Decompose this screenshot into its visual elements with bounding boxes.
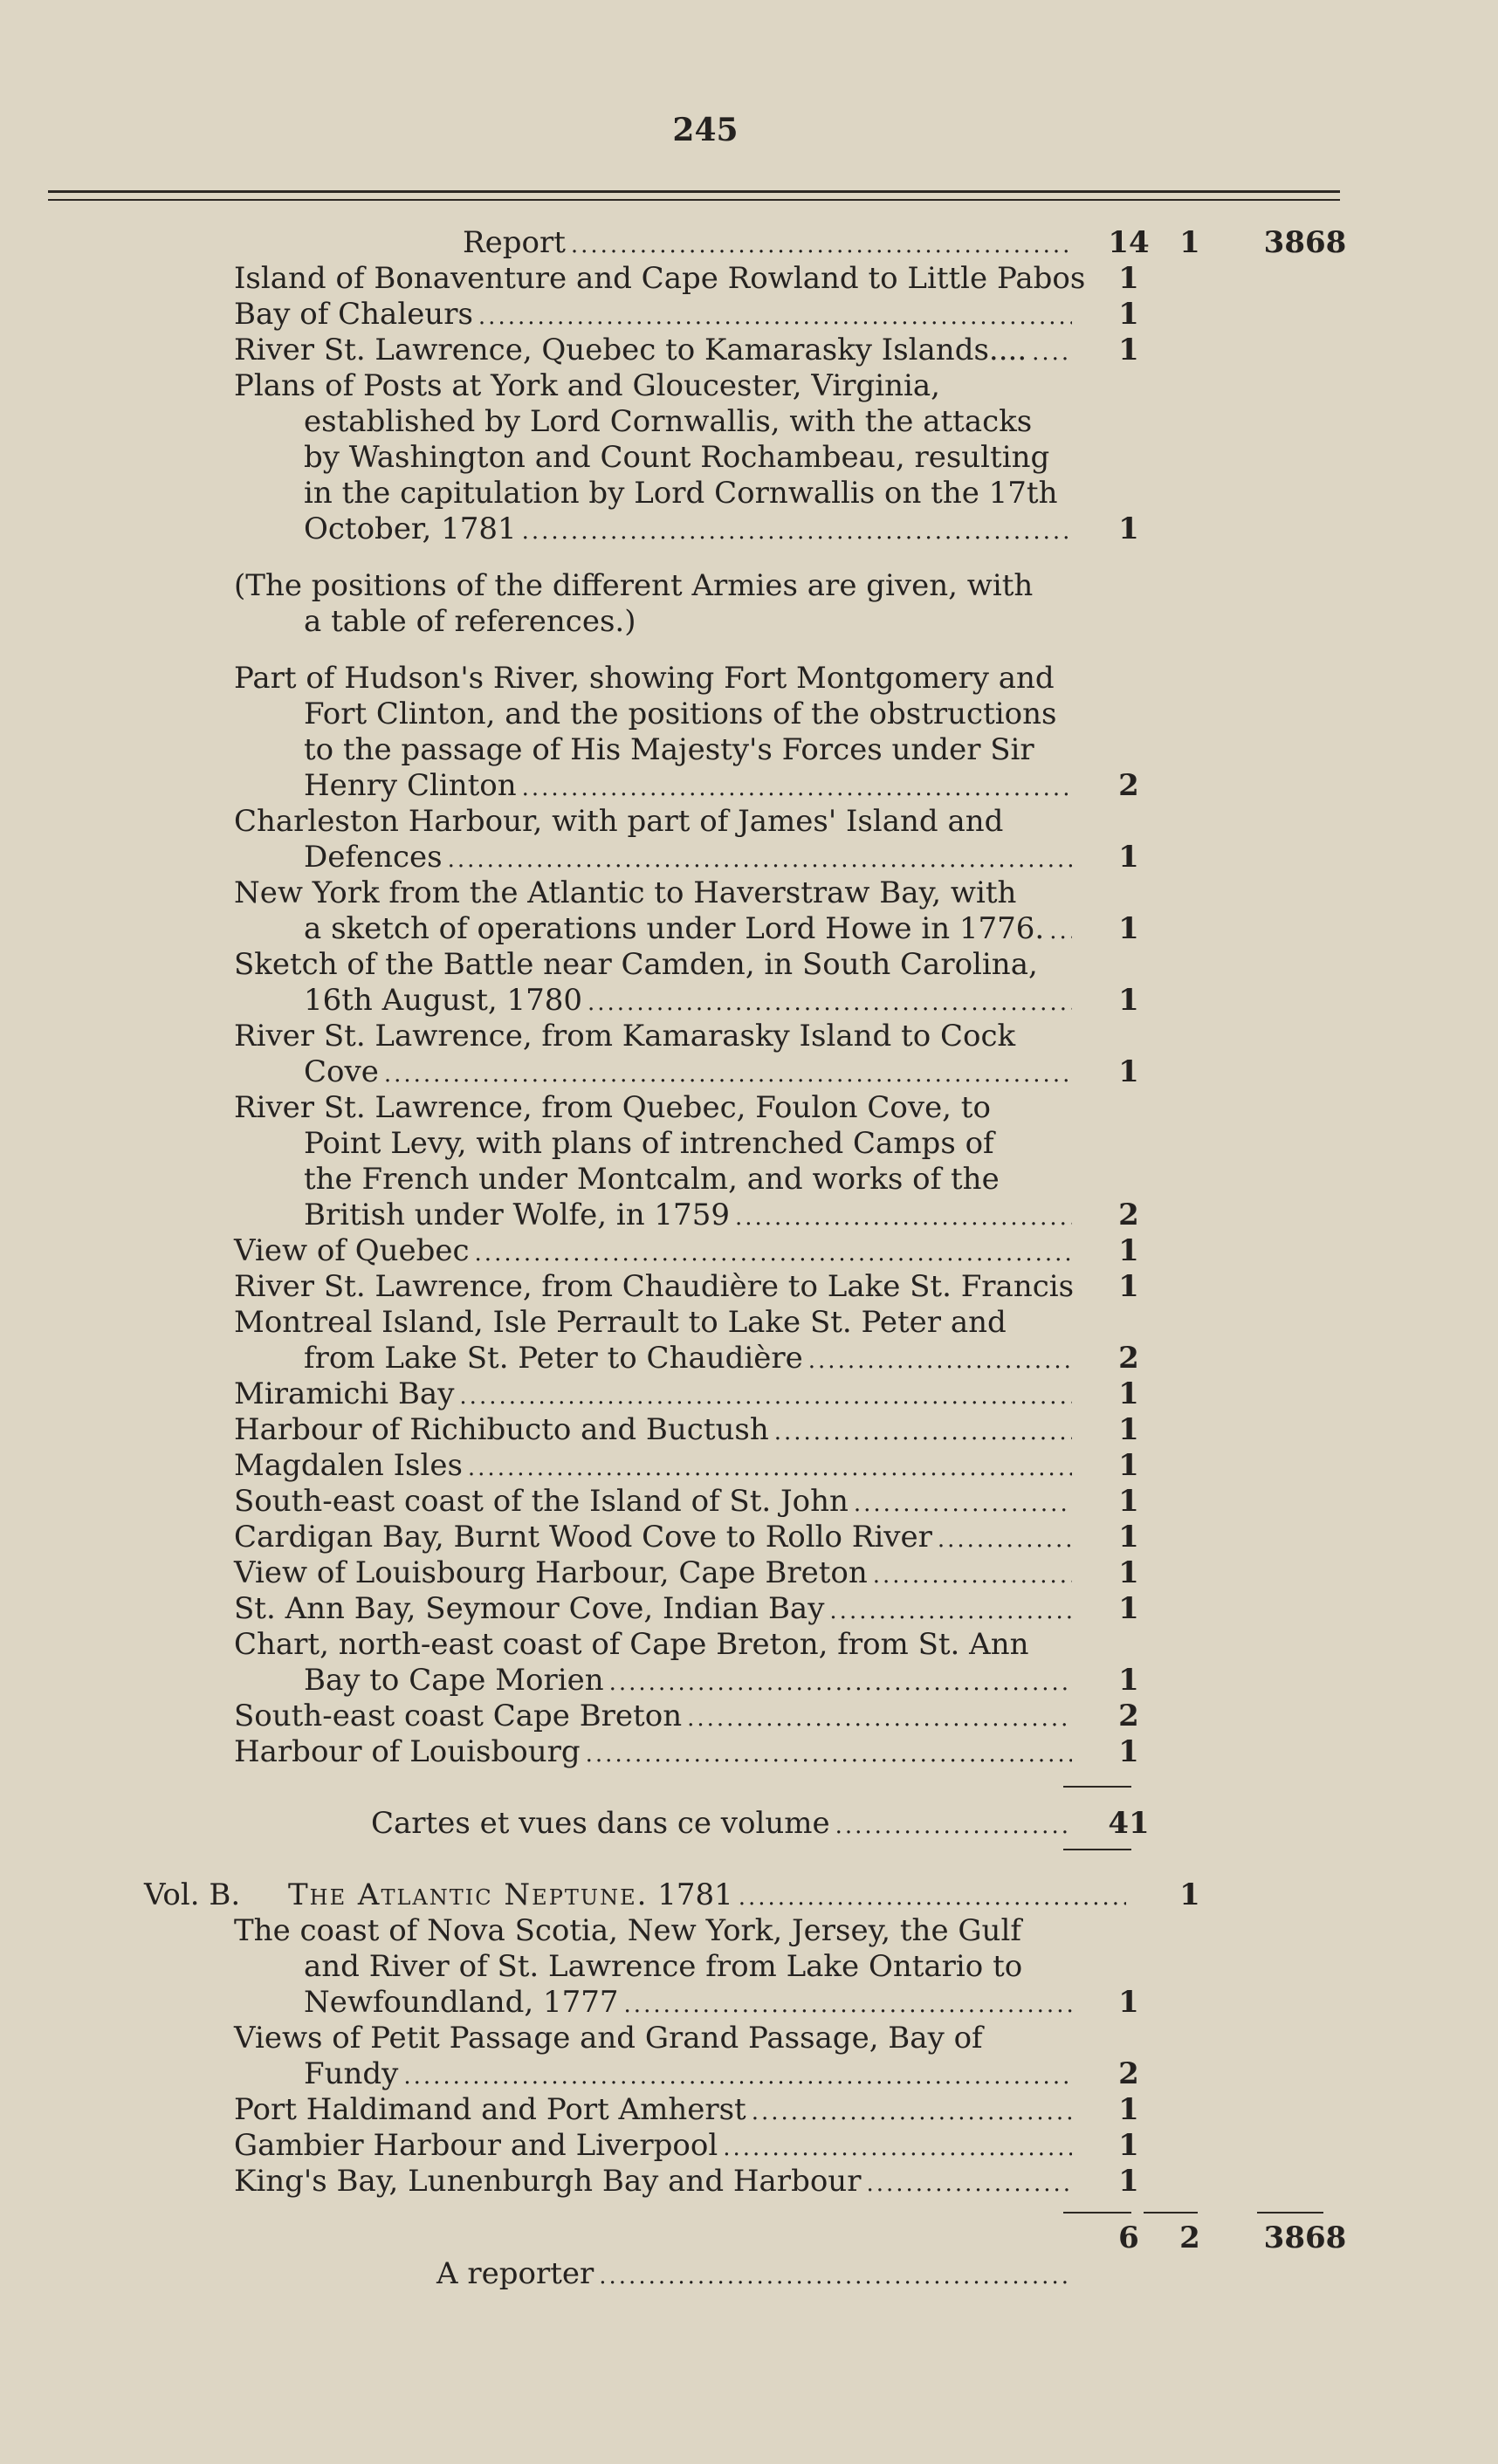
map-entry-text: Part of Hudson's River, showing Fort Montgomery and [234,661,1055,696]
vol-b-title [288,1877,1126,1916]
map-entry-text: Henry Clinton [304,768,517,803]
dot-leader [1049,911,1072,950]
dot-leader [448,840,1072,878]
map-entry-count: 1 [1118,1233,1139,1268]
map-entry-text: River St. Lawrence, Quebec to Kamarasky Islands.... [234,333,1027,367]
map-entry-text: New York from the Atlantic to Haverstraw Bay, with [234,875,1017,910]
dot-leader [522,768,1072,806]
map-entry-title [234,1520,1072,1558]
dot-leader [854,1484,1072,1522]
map-entry-line [0,1305,1498,1341]
map-entry-title [304,840,1072,878]
dot-leader [687,1699,1072,1737]
note-line [0,604,1498,640]
map-entry-text: South-east coast Cape Breton [234,1699,683,1733]
spacer [0,640,1498,661]
vol-b-entry-count: 2 [1118,2056,1139,2091]
vol-b-entry-line [0,1985,1498,2021]
dot-leader [588,983,1072,1021]
vol-b-entry-title [304,1985,1072,2023]
map-entry-text: Fort Clinton, and the positions of the obstructions [304,697,1057,731]
subtotal-value: 41 [1108,1806,1150,1841]
vol-b-entry-text: Gambier Harbour and Liverpool [234,2128,718,2163]
map-entry-line [0,697,1498,732]
vol-b-entry-count: 1 [1118,1985,1139,2020]
map-entry-text: from Lake St. Peter to Chaudière [304,1341,803,1376]
map-entry-text: Plans of Posts at York and Gloucester, Virginia, [234,368,940,403]
map-entry-title [234,1484,1072,1522]
map-entry-line [0,732,1498,768]
map-entry-text: British under Wolfe, in 1759 [304,1198,730,1232]
map-entry-text: the French under Montcalm, and works of the [304,1162,1000,1197]
map-entry-line [0,840,1498,875]
map-entry-count: 2 [1118,1699,1139,1733]
vol-b-entry-text: King's Bay, Lunenburgh Bay and Harbour [234,2164,862,2199]
map-entry-count: 1 [1118,1663,1139,1698]
dot-leader [599,2256,1072,2295]
map-entry-line [0,368,1498,404]
catalogue-table [0,225,1498,2292]
map-entry-title [234,261,1086,299]
map-entry-text: South-east coast of the Island of St. John [234,1484,849,1519]
map-entry-line [0,476,1498,511]
vol-b-entry-count: 1 [1118,2128,1139,2163]
vol-b-entry-line [0,2128,1498,2164]
map-entry-line [0,1090,1498,1126]
vol-b-entry-text: Fundy [304,2056,399,2091]
map-entry-count: 1 [1118,1734,1139,1769]
map-entry-text: 16th August, 1780 [304,983,582,1018]
subtotal-line [371,1806,1072,1844]
map-entry-count: 1 [1118,840,1139,875]
map-entry-text: Cove [304,1054,379,1089]
map-entry-line [0,1663,1498,1699]
map-entry-title [304,768,1072,806]
map-entry-title [234,1376,1072,1415]
report-line [463,225,1072,264]
vol-b-entry-text: Port Haldimand and Port Amherst [234,2092,746,2127]
map-entry-count: 1 [1118,1555,1139,1590]
map-entry-text: Harbour of Richibucto and Buctush [234,1412,769,1447]
total-col2: 2 [1179,2220,1200,2255]
map-entry-count: 1 [1118,511,1139,546]
map-entry-count: 1 [1118,1412,1139,1447]
map-entry-title [304,1341,1072,1379]
map-entry-line [0,404,1498,440]
vol-b-year: 1781 [648,1877,733,1912]
subtotal-rule [1063,1786,1131,1788]
vol-b-entry-text: The coast of Nova Scotia, New York, Jersey, the Gulf [234,1913,1021,1948]
total-rule [1144,2212,1198,2213]
map-entry-text: View of Louisbourg Harbour, Cape Breton [234,1555,868,1590]
map-entry-count: 2 [1118,1341,1139,1376]
map-entry-text: Sketch of the Battle near Camden, in South Carolina, [234,947,1038,982]
header-rule-thin [48,199,1340,201]
total-rule [1063,2212,1131,2213]
map-entry-line [0,1555,1498,1591]
vol-b-entry-line [0,2092,1498,2128]
map-entry-text: Charleston Harbour, with part of James' Island and [234,804,1004,839]
map-entry-title [304,983,1072,1021]
map-entry-line [0,1591,1498,1627]
vol-b-entry-title [234,2128,1072,2166]
map-entry-line [0,511,1498,547]
map-entry-text: View of Quebec [234,1233,470,1268]
vol-b-entry-count: 1 [1118,2092,1139,2127]
report-col2: 1 [1179,225,1200,260]
vol-b-count: 1 [1179,1877,1200,1912]
dot-leader [522,511,1072,550]
report-line-row [0,225,1498,261]
map-entry-count: 2 [1118,768,1139,803]
map-entry-text: St. Ann Bay, Seymour Cove, Indian Bay [234,1591,825,1626]
dot-leader [1032,333,1072,371]
map-entry-title [304,1663,1072,1701]
map-entry-title [304,1198,1072,1236]
map-entry-line [0,875,1498,911]
map-entry-line [0,333,1498,368]
dot-leader [624,1985,1072,2023]
dot-leader [873,1555,1072,1594]
total-col1: 6 [1118,2220,1139,2255]
map-entry-text: Defences [304,840,443,875]
map-entry-text: Island of Bonaventure and Cape Rowland to Little Pabos [234,261,1086,296]
reporter-line-row [0,2256,1498,2292]
subtotal-line-row [0,1806,1498,1842]
dot-leader [808,1341,1072,1379]
report-col1: 14 [1108,225,1150,260]
map-entry-line [0,1233,1498,1269]
map-entry-text: Point Levy, with plans of intrenched Camps of [304,1126,994,1161]
map-entry-title [234,1734,1072,1773]
map-entry-title [234,1591,1072,1630]
note-line [0,568,1498,604]
total-rule [1257,2212,1323,2213]
map-entry-title [304,1054,1072,1093]
map-entry-count: 1 [1118,1448,1139,1483]
map-entry-text: Montreal Island, Isle Perrault to Lake St. Peter and [234,1305,1007,1340]
map-entry-text: Bay of Chaleurs [234,297,473,332]
total-col3: 3868 [1263,2220,1347,2255]
map-entry-title [234,1269,1075,1307]
vol-b-title-text: The Atlantic Neptune. [288,1877,649,1912]
map-entry-line [0,1198,1498,1233]
dot-leader [739,1877,1126,1916]
subtotal-rule-lower [1063,1849,1131,1850]
map-entry-count: 1 [1118,1054,1139,1089]
vol-b-entry-line [0,2021,1498,2056]
vol-b-entry-text: Newfoundland, 1777 [304,1985,619,2020]
map-entry-line [0,1627,1498,1663]
vol-b-entry-line [0,1949,1498,1985]
map-entry-line [0,1054,1498,1090]
dot-leader [475,1233,1072,1272]
dot-leader [459,1376,1072,1415]
map-entry-text: River St. Lawrence, from Quebec, Foulon Cove, to [234,1090,991,1125]
map-entry-line [0,1126,1498,1162]
map-entry-line [0,1699,1498,1734]
map-entry-line [0,1412,1498,1448]
map-entry-line [0,661,1498,697]
map-entry-count: 1 [1118,1520,1139,1555]
map-entry-line [0,804,1498,840]
map-entry-text: Harbour of Louisbourg [234,1734,581,1769]
map-entry-text: established by Lord Cornwallis, with the attacks [304,404,1033,439]
report-line-label: Report [463,225,566,260]
vol-b-entry-line [0,1913,1498,1949]
map-entry-text: October, 1781 [304,511,517,546]
map-entry-count: 1 [1118,333,1139,367]
map-entry-title [234,297,1072,335]
map-entry-count: 1 [1118,1591,1139,1626]
dot-leader [586,1734,1072,1773]
map-entry-title [234,1555,1072,1594]
vol-b-entry-title [304,2056,1072,2095]
map-entry-count: 1 [1118,911,1139,946]
dot-leader [735,1198,1072,1236]
dot-leader [468,1448,1072,1486]
report-col3: 3868 [1263,225,1347,260]
map-entry-title [234,1699,1072,1737]
subtotal-rule-row [0,1770,1498,1806]
map-entry-count: 1 [1118,1484,1139,1519]
map-entry-count: 1 [1118,261,1139,296]
vol-b-entry-line [0,2056,1498,2092]
vol-b-entry-text: and River of St. Lawrence from Lake Ontario to [304,1949,1023,1984]
vol-b-entry-title [234,2164,1072,2202]
vol-b-entry-text: Views of Petit Passage and Grand Passage, Bay of [234,2021,983,2056]
vol-b-label: Vol. B. [144,1877,241,1912]
map-entry-text: River St. Lawrence, from Kamarasky Island to Cock [234,1019,1016,1054]
subtotal-rule-row [0,1842,1498,1877]
map-entry-line [0,768,1498,804]
map-entry-line [0,440,1498,476]
map-entry-line [0,1484,1498,1520]
map-entry-text: Magdalen Isles [234,1448,463,1483]
note-text: a table of references.) [304,604,636,639]
map-entry-title [234,1448,1072,1486]
dot-leader [829,1591,1072,1630]
map-entry-line [0,947,1498,983]
dot-leader [723,2128,1072,2166]
vol-b-entry-title [234,2092,1072,2131]
map-entry-text: Cardigan Bay, Burnt Wood Cove to Rollo River [234,1520,932,1555]
map-entry-title [234,1233,1072,1272]
reporter-line [436,2256,1072,2295]
map-entry-text: a sketch of operations under Lord Howe in 1776. [304,911,1045,946]
map-entry-count: 1 [1118,297,1139,332]
dot-leader [403,2056,1072,2095]
reporter-line-label: A reporter [436,2256,594,2291]
map-entry-text: Chart, north-east coast of Cape Breton, from St. Ann [234,1627,1029,1662]
total-rule-row [0,2200,1498,2220]
map-entry-title [234,1412,1072,1451]
map-entry-title [304,911,1072,950]
map-entry-title [234,333,1072,371]
map-entry-count: 1 [1118,1269,1139,1304]
vol-b-entry-count: 1 [1118,2164,1139,2199]
dot-leader [478,297,1072,335]
map-entry-line [0,297,1498,333]
dot-leader [774,1412,1072,1451]
map-entry-count: 1 [1118,983,1139,1018]
map-entry-line [0,1520,1498,1555]
map-entry-text: by Washington and Count Rochambeau, resulting [304,440,1050,475]
map-entry-line [0,1734,1498,1770]
spacer [0,547,1498,568]
map-entry-count: 2 [1118,1198,1139,1232]
map-entry-line [0,1341,1498,1376]
map-entry-title [304,511,1072,550]
subtotal-line-label: Cartes et vues dans ce volume [371,1806,830,1841]
map-entry-line [0,911,1498,947]
map-entry-line [0,1448,1498,1484]
map-entry-text: River St. Lawrence, from Chaudière to Lake St. Francis [234,1269,1075,1304]
dot-leader [835,1806,1072,1844]
page-number: 245 [672,112,739,148]
map-entry-text: to the passage of His Majesty's Forces under Sir [304,732,1034,767]
map-entry-line [0,261,1498,297]
map-entry-text: Miramichi Bay [234,1376,455,1411]
map-entry-line [0,1269,1498,1305]
map-entry-line [0,1376,1498,1412]
map-entry-line [0,1162,1498,1198]
map-entry-line [0,1019,1498,1054]
vol-b-heading [0,1877,1498,1913]
map-entry-text: in the capitulation by Lord Cornwallis on the 17th [304,476,1058,511]
map-entry-text: Bay to Cape Morien [304,1663,604,1698]
dot-leader [571,225,1072,264]
dot-leader [384,1054,1072,1093]
map-entry-count: 1 [1118,1376,1139,1411]
dot-leader [938,1520,1072,1558]
note-text: (The positions of the different Armies are given, with [234,568,1034,603]
dot-leader [609,1663,1072,1701]
dot-leader [866,2164,1072,2202]
map-entry-line [0,983,1498,1019]
header-rule [48,190,1340,193]
total-row [0,2220,1498,2256]
dot-leader [752,2092,1072,2131]
vol-b-entry-line [0,2164,1498,2200]
